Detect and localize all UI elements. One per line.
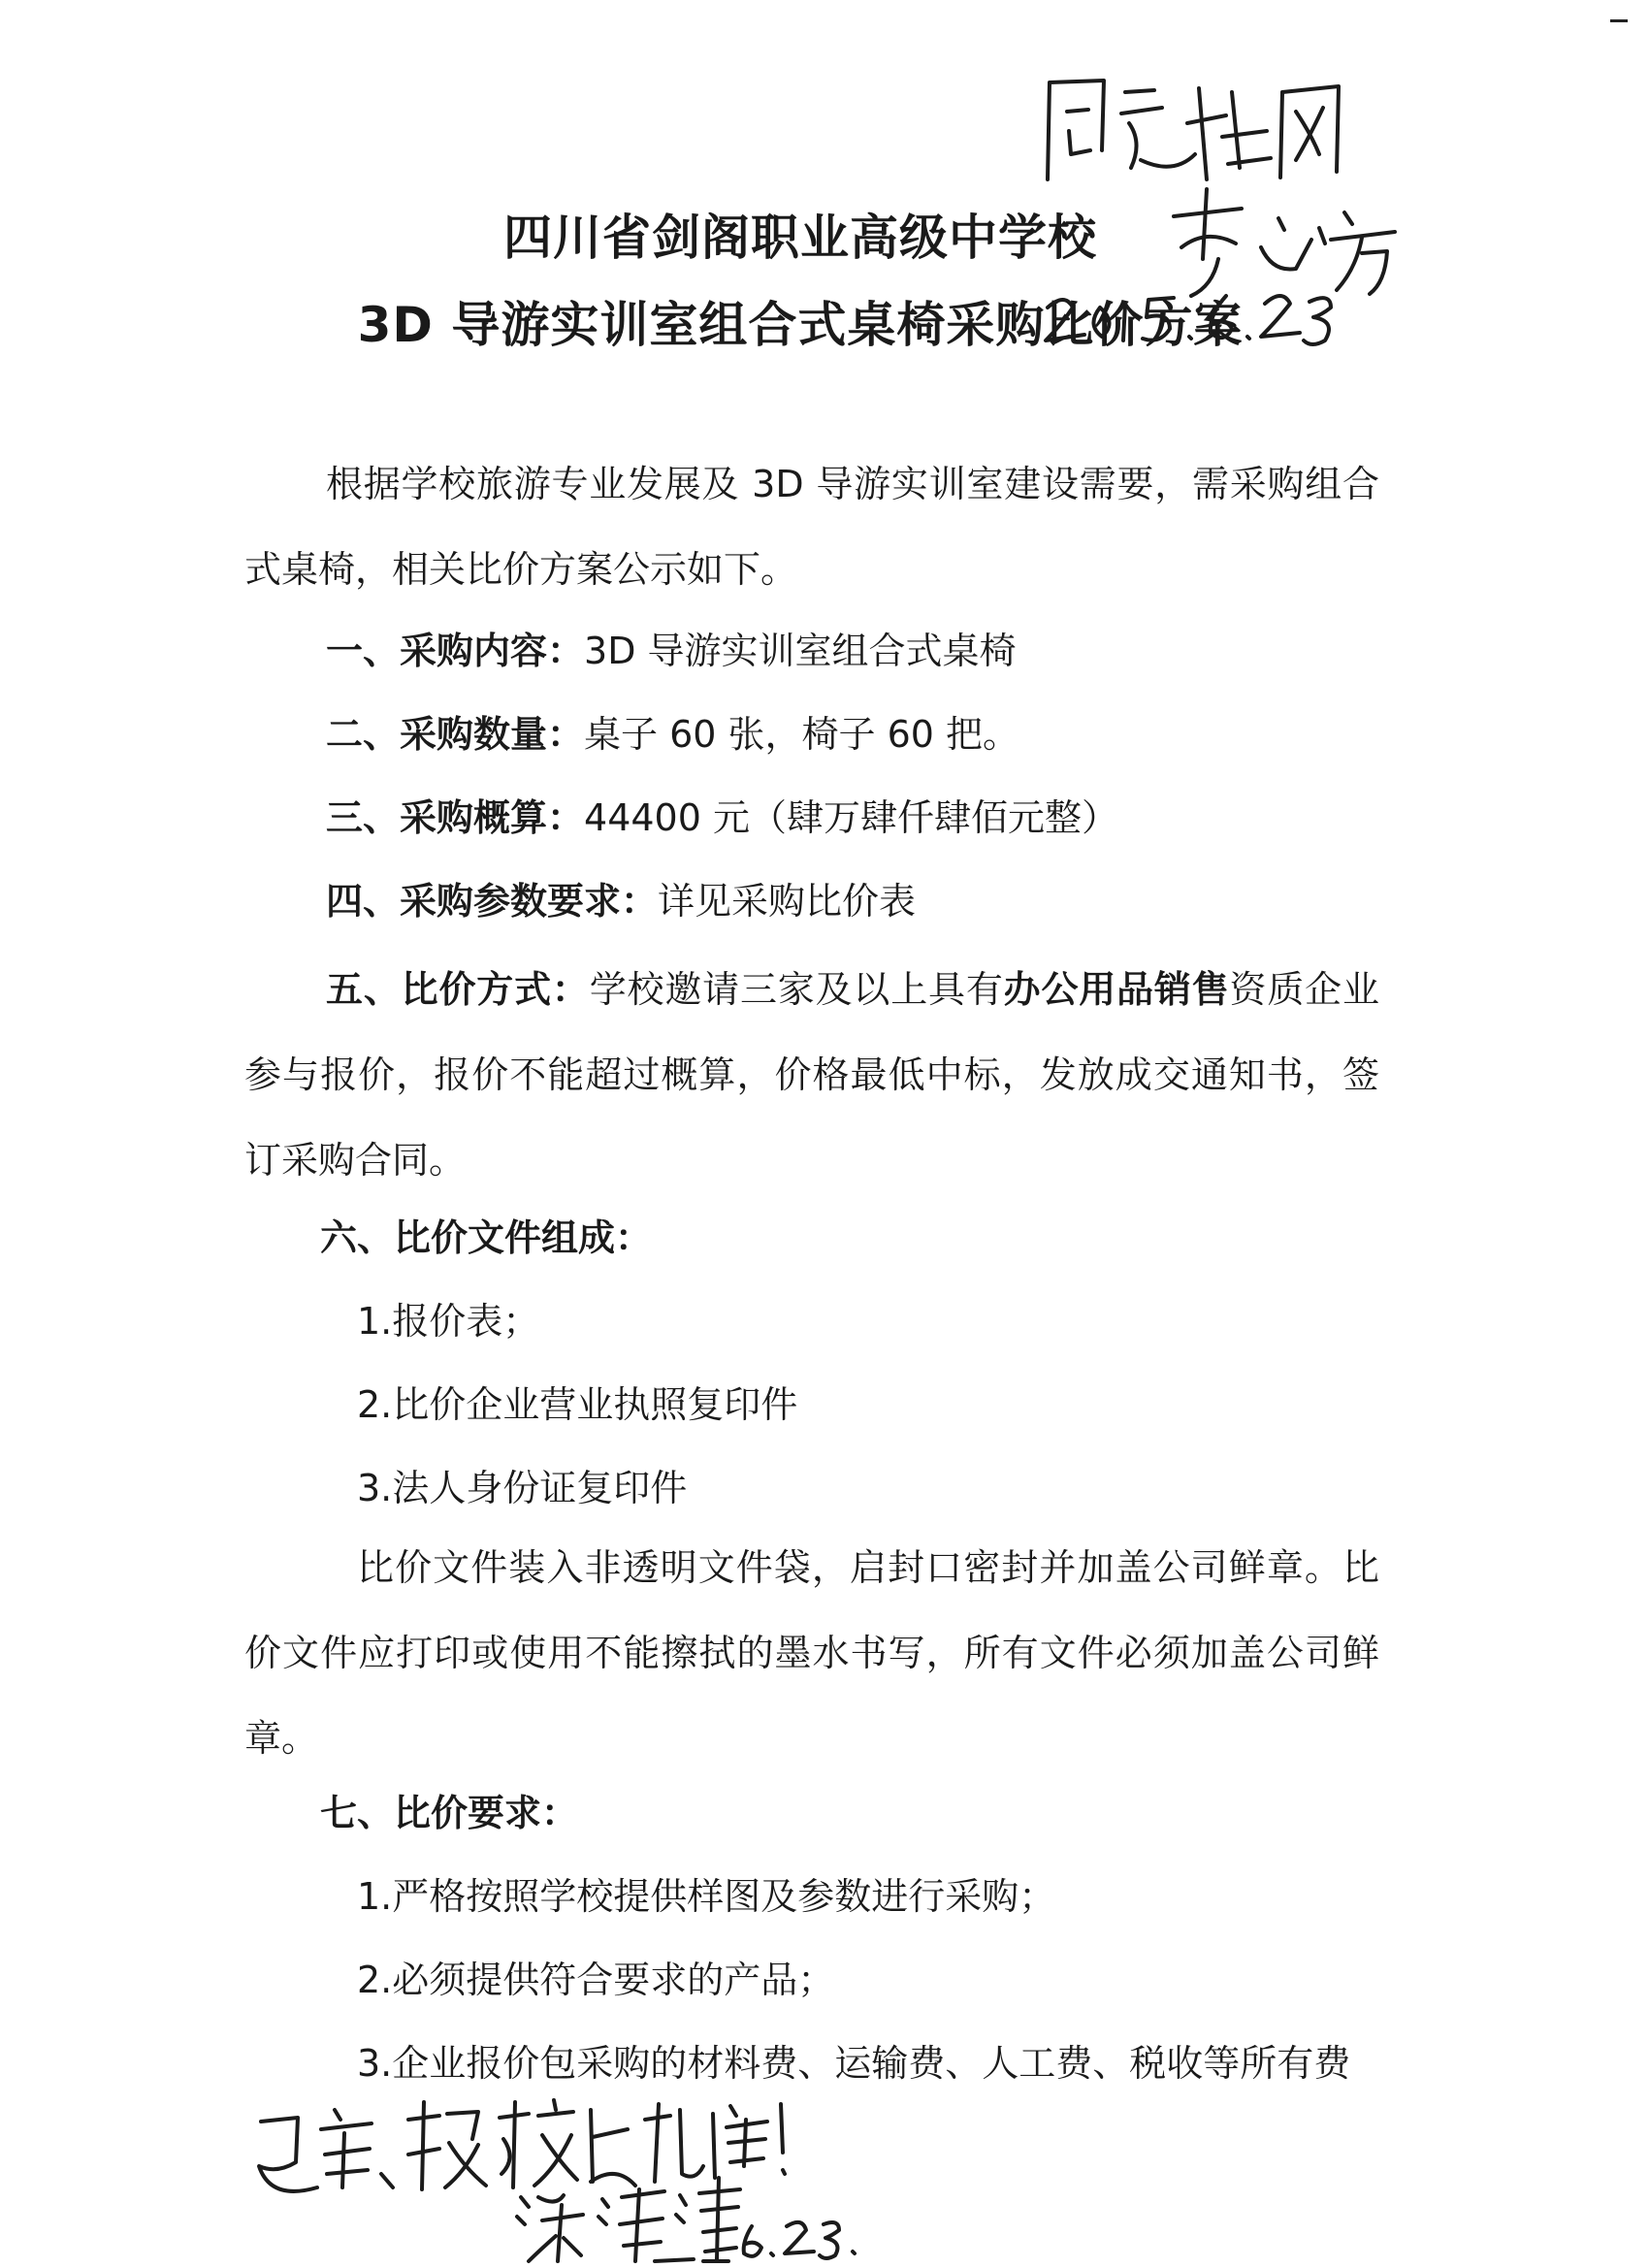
section-7-item-1: 1.严格按照学校提供样图及参数进行采购； (357, 1875, 1056, 1918)
section-5-text-a: 学校邀请三家及以上具有 (589, 968, 1004, 1011)
section-4-text: 详见采购比价表 (658, 880, 917, 923)
section-7-item-2: 2.必须提供符合要求的产品； (357, 1959, 835, 2001)
section-5-label: 五、比价方式： (326, 968, 590, 1011)
section-2 (326, 704, 1019, 758)
section-6-item-3: 3.法人身份证复印件 (357, 1467, 688, 1509)
title-line-1: 四川省剑阁职业高级中学校 (503, 210, 1097, 266)
section-1-text: 3D 导游实训室组合式桌椅 (584, 630, 1017, 672)
section-7-label: 七、比价要求： (320, 1792, 579, 1834)
section-5-text-b: 资质企业参与报价，报价不能超过概算，价格最低中标，发放成交通知书，签订采购合同。 (244, 968, 1379, 1182)
section-4 (326, 871, 916, 924)
section-3 (326, 788, 1118, 841)
section-1-label: 一、采购内容： (326, 630, 585, 672)
scan-mark (1610, 19, 1628, 22)
section-3-text: 44400 元（肆万肆仟肆佰元整） (584, 796, 1118, 839)
section-2-text: 桌子 60 张，椅子 60 把。 (584, 713, 1020, 756)
section-6-note: 比价文件装入非透明文件袋，启封口密封并加盖公司鲜章。比价文件应打印或使用不能擦拭的墨水书写，所有文件必须加盖公司鲜章。 (244, 1546, 1379, 1760)
intro-paragraph: 根据学校旅游专业发展及 3D 导游实训室建设需要，需采购组合式桌椅，相关比价方案公示如下。 (244, 463, 1379, 591)
section-3-label: 三、采购概算： (326, 796, 585, 839)
section-5 (244, 947, 1379, 1203)
section-6-item-2: 2.比价企业营业执照复印件 (357, 1383, 798, 1426)
top-handwritten-signature (1028, 53, 1533, 354)
bottom-handwritten-signature (247, 2081, 868, 2268)
section-6-label: 六、比价文件组成： (320, 1216, 653, 1259)
section-5-text-bold: 办公用品销售 (1003, 968, 1230, 1011)
section-7-item-3: 3.企业报价包采购的材料费、运输费、人工费、税收等所有费 (357, 2042, 1351, 2085)
title-line-2: 3D 导游实训室组合式桌椅采购比价方案 (357, 297, 1244, 353)
section-1 (326, 621, 1017, 674)
section-6-item-1: 1.报价表； (357, 1300, 540, 1343)
section-2-label: 二、采购数量： (326, 713, 585, 756)
section-4-label: 四、采购参数要求： (326, 880, 659, 923)
